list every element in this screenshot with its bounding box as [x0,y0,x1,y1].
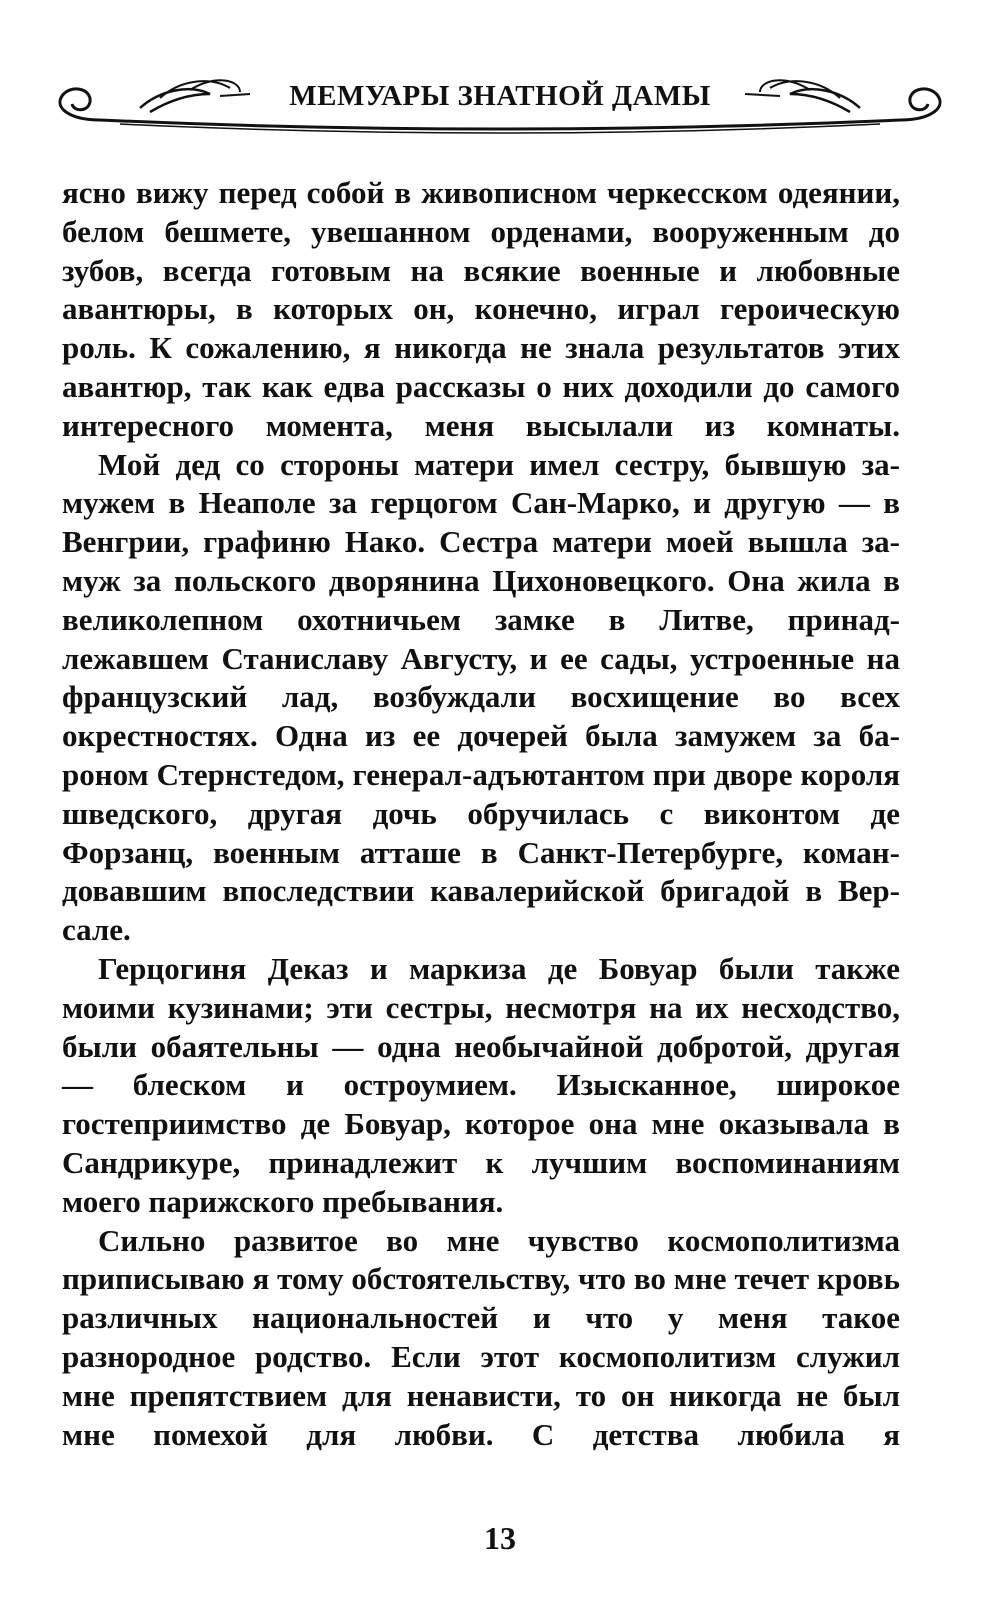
page-number: 13 [484,1520,516,1556]
running-title: МЕМУАРЫ ЗНАТНОЙ ДАМЫ [289,80,711,112]
running-header [40,50,960,160]
paragraph-2: Мой дед со стороны матери имел сестру, бывшую замужем в Неаполе за герцогом Сан-Марко, и другую — в Венгрии, графиню Нако. Сестра матери моей вышла замуж за польского дворянина Цихоновецкого. Она жила в великолепном охотничьем замке в Литве, принадлежавшем Станиславу Августу, и ее сады, устроенные на французский лад, возбуждали восхищение во всех окрестностях. Одна из ее дочерей была замужем за бароном Стернстедом, генерал-адъютантом при дворе короля шведского, другая дочь обручилась с виконтом де Форзанц, военным атташе в Санкт-Петербурге, командовавшим впоследствии кавалерийской бригадой в Версале. [62,446,900,948]
page-body [62,174,900,1454]
paragraph-4: Сильно развитое во мне чувство космополитизма приписываю я тому обстоятельству, что во мне течет кровь различных национальностей и что у меня такое разнородное родство. Если этот космополитизм служил мне препятствием для ненависти, то он никогда не был мне помехой для любви. С детства любила я [62,1222,900,1452]
paragraph-3: Герцогиня Деказ и маркиза де Бовуар были также моими кузинами; эти сестры, несмотря на их несходство, были обаятельны — одна необычайной добротой, другая — блеском и остроумием. Изысканное, широкое гостеприимство де Бовуар, которое она мне оказывала в Сандрикуре, принадлежит к лучшим воспоминаниям моего парижского пребывания. [62,950,900,1219]
paragraph-1: ясно вижу перед собой в живописном черкесском одеянии, белом бешмете, увешанном орденами, вооруженным до зубов, всегда готовым на всякие военные и любовные авантюры, в которых он, конечно, играл героическую роль. К сожалению, я никогда не знала результатов этих авантюр, так как едва рассказы о них доходили до самого интересного момента, меня высылали из комнаты. [62,175,900,443]
